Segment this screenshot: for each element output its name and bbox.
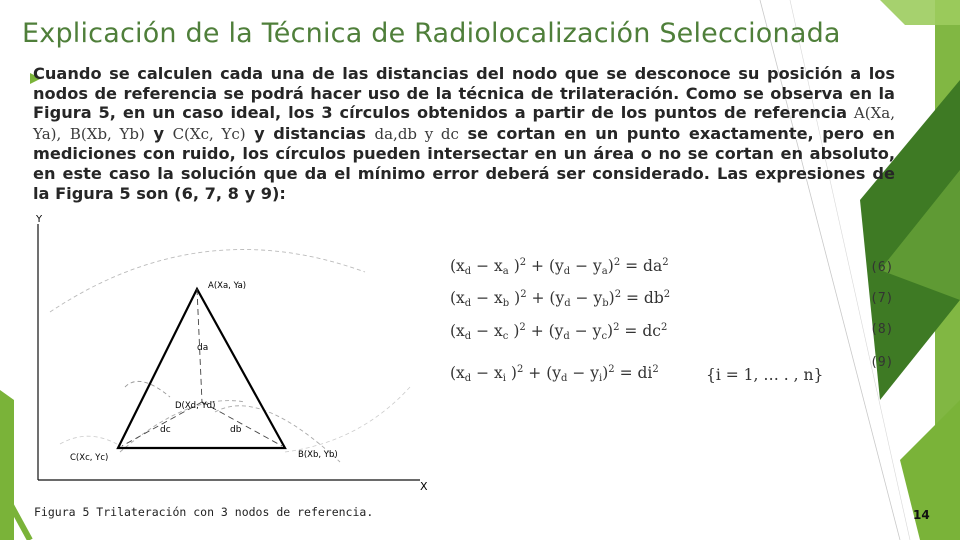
page-number: 14 <box>913 508 930 522</box>
paragraph-text-1: Cuando se calculen cada una de las distancias del nodo que se desconoce su posición a los nodos de referencia se podrá hacer uso de la técnica de trilateración. Como se observa en la Figura 5, en un caso ideal, los 3 círculos obtenidos a partir de los puntos de referencia <box>33 64 895 123</box>
point-b: B(Xb, Yb) <box>69 124 145 143</box>
equation-number-8: (8) <box>870 322 894 337</box>
label-a: A(Xa, Ya) <box>208 281 247 291</box>
slide-title: Explicación de la Técnica de Radiolocalización Seleccionada <box>22 18 841 49</box>
circle-c-outer <box>60 436 122 447</box>
reference-triangle <box>118 289 285 448</box>
label-dc: dc <box>160 425 171 435</box>
paragraph-text-3: y <box>144 123 173 143</box>
label-d: D(Xd, Yd) <box>175 401 216 411</box>
label-b: B(Xb, Yb) <box>298 450 338 460</box>
equation-number-7: (7) <box>870 291 894 306</box>
distances: da,db y dc <box>374 124 459 143</box>
index-range: {i = 1, … . , n} <box>706 366 824 384</box>
y-axis-label: Y <box>36 214 43 225</box>
trilateration-figure <box>30 212 440 502</box>
figure-caption: Figura 5 Trilateración con 3 nodos de referencia. <box>34 505 374 519</box>
point-a: A(Xa, Ya), <box>33 104 895 143</box>
x-axis-label: X <box>420 480 428 493</box>
label-c: C(Xc, Yc) <box>70 453 109 463</box>
circle-b-outer <box>285 387 410 452</box>
equation-number-6: (6) <box>870 260 894 275</box>
equation-7: ($x_d - x_b$ )$^2 + (y_d - y_b)^2 = db^2$ <box>450 289 671 309</box>
paragraph-text-2 <box>61 124 70 143</box>
point-c: C(Xc, Yc) <box>172 124 246 143</box>
label-da: da <box>197 343 209 353</box>
equation-8: ($x_d - x_c$ )$^2 + (y_d - y_c)^2 = dc^2$ <box>450 322 668 342</box>
equation-6: ($x_d - x_a$ )$^2 + (y_d - y_a)^2 = da^2$ <box>450 257 669 277</box>
equation-9: ($x_d - x_i$ )$^2 + (y_d - y_i)^2 = di^2$ <box>450 364 659 384</box>
body-paragraph <box>33 64 895 203</box>
paragraph-text-5: se cortan en un punto exactamente, pero en mediciones con ruido, los círculos pueden intersectar en un área o no se cortan en absoluto, en este caso la solución que da el mínimo error deberá ser considerado. Las expresiones de la Figura 5 son (6, 7, 8 y 9): <box>33 123 896 203</box>
paragraph-text-4: y distancias <box>245 123 375 143</box>
label-db: db <box>230 425 242 435</box>
equation-number-9: (9) <box>870 355 894 370</box>
